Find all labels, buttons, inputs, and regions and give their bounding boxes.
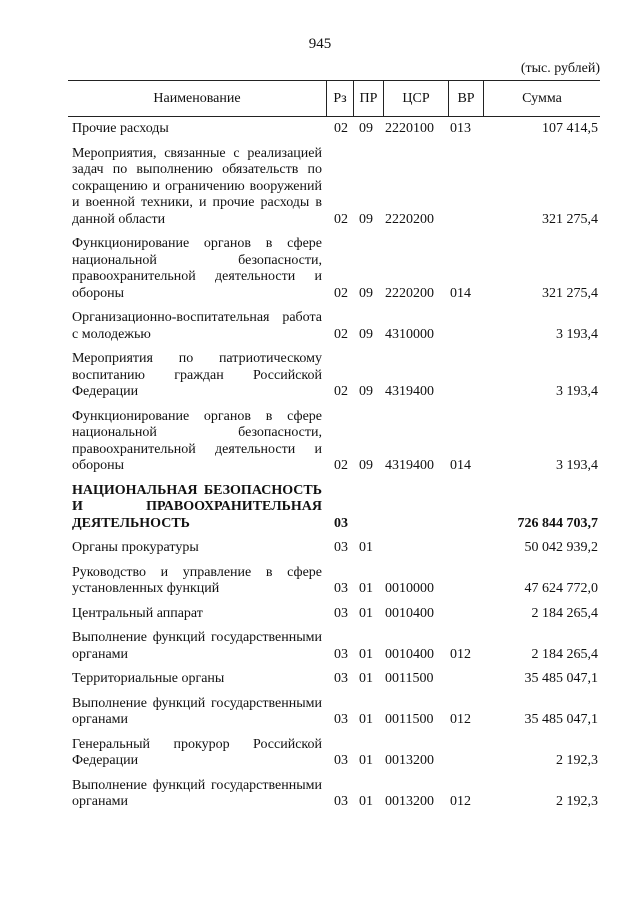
- row-sum: 35 485 047,1: [524, 712, 598, 727]
- table-row: [68, 146, 600, 229]
- row-rz: 03: [334, 605, 348, 621]
- row-name: Выполнение функций государственными органами: [72, 695, 322, 727]
- table-row: [68, 606, 600, 623]
- table-row: [68, 540, 600, 557]
- row-name: Мероприятия по патриотическому воспитанию граждан Российской Федерации: [72, 351, 322, 399]
- row-csr: 0013200: [385, 794, 434, 809]
- table-row: [68, 778, 600, 811]
- header-name: Наименование: [153, 90, 241, 106]
- row-name: Руководство и управление в сфере установленных функций: [72, 564, 322, 596]
- row-pr: 09: [359, 285, 373, 301]
- table-header: [68, 80, 600, 117]
- table-row: [68, 737, 600, 770]
- row-name: Функционирование органов в сфере национальной безопасности, правоохранительной деятельности и обороны: [72, 408, 322, 473]
- row-pr: 09: [359, 384, 373, 399]
- table-row: [68, 483, 600, 533]
- row-pr: 01: [359, 540, 373, 555]
- row-rz: 03: [334, 794, 348, 809]
- header-rz: Рз: [326, 81, 353, 116]
- row-rz: 03: [334, 671, 348, 686]
- row-sum: 2 184 265,4: [531, 605, 598, 621]
- table-row: [68, 565, 600, 598]
- table-row: [68, 310, 600, 343]
- row-rz: 03: [334, 515, 348, 531]
- row-name: Мероприятия, связанные с реализацией задач по выполнению обязательств по сокращению и ограничению вооружений и военной техники, и прочие расходы в данной области: [72, 145, 322, 227]
- row-csr: 0010000: [385, 581, 434, 596]
- header-csr: ЦСР: [383, 81, 448, 116]
- row-sum: 2 184 265,4: [531, 646, 598, 662]
- budget-table: [68, 80, 600, 819]
- row-name: Органы прокуратуры: [72, 540, 199, 555]
- row-name: Генеральный прокурор Российской Федерации: [72, 736, 322, 768]
- row-sum: 321 275,4: [542, 211, 598, 227]
- row-rz: 02: [334, 326, 348, 342]
- row-vr: 014: [450, 285, 471, 301]
- row-rz: 03: [334, 581, 348, 596]
- row-csr: 4319400: [385, 384, 434, 399]
- table-row: [68, 409, 600, 475]
- row-vr: 013: [450, 121, 471, 136]
- table-row: [68, 671, 600, 688]
- row-sum: 3 193,4: [556, 326, 598, 342]
- row-csr: 4319400: [385, 458, 434, 473]
- header-sum: Сумма: [483, 81, 600, 116]
- row-rz: 02: [334, 384, 348, 399]
- table-row: [68, 630, 600, 663]
- row-pr: 01: [359, 712, 373, 727]
- row-csr: 0010400: [385, 605, 434, 621]
- row-vr: 012: [450, 794, 471, 809]
- row-rz: 02: [334, 121, 348, 136]
- row-rz: 03: [334, 646, 348, 662]
- row-rz: 02: [334, 285, 348, 301]
- row-pr: 09: [359, 121, 373, 136]
- row-name: НАЦИОНАЛЬНАЯ БЕЗОПАСНОСТЬ И ПРАВООХРАНИТЕЛЬНАЯ ДЕЯТЕЛЬНОСТЬ: [72, 482, 322, 531]
- row-vr: 014: [450, 458, 471, 473]
- row-name: Выполнение функций государственными органами: [72, 777, 322, 809]
- row-name: Центральный аппарат: [72, 605, 203, 621]
- row-csr: 0010400: [385, 646, 434, 662]
- row-sum: 3 193,4: [556, 458, 598, 473]
- row-csr: 4310000: [385, 326, 434, 342]
- table-row: [68, 121, 600, 138]
- row-name: Прочие расходы: [72, 121, 169, 136]
- row-rz: 02: [334, 211, 348, 227]
- row-pr: 09: [359, 326, 373, 342]
- table-body: [68, 121, 600, 811]
- row-pr: 01: [359, 646, 373, 662]
- row-pr: 09: [359, 211, 373, 227]
- row-csr: 0011500: [385, 671, 434, 686]
- row-vr: 012: [450, 712, 471, 727]
- row-sum: 47 624 772,0: [524, 581, 598, 596]
- row-sum: 321 275,4: [542, 285, 598, 301]
- table-row: [68, 696, 600, 729]
- row-csr: 0011500: [385, 712, 434, 727]
- row-pr: 01: [359, 581, 373, 596]
- row-sum: 50 042 939,2: [524, 540, 598, 555]
- row-name: Территориальные органы: [72, 671, 225, 686]
- row-csr: 2220200: [385, 285, 434, 301]
- row-pr: 09: [359, 458, 373, 473]
- units-label: (тыс. рублей): [520, 61, 600, 76]
- row-csr: 2220100: [385, 121, 434, 136]
- row-rz: 02: [334, 458, 348, 473]
- row-pr: 01: [359, 671, 373, 686]
- row-sum: 107 414,5: [542, 121, 598, 136]
- table-row: [68, 351, 600, 401]
- row-rz: 03: [334, 540, 348, 555]
- row-rz: 03: [334, 753, 348, 768]
- row-sum: 35 485 047,1: [524, 671, 598, 686]
- table-row: [68, 236, 600, 302]
- page-number: 945: [308, 36, 332, 52]
- row-vr: 012: [450, 646, 471, 662]
- row-pr: 01: [359, 605, 373, 621]
- row-rz: 03: [334, 712, 348, 727]
- row-pr: 01: [359, 753, 373, 768]
- row-sum: 2 192,3: [556, 753, 598, 768]
- row-csr: 2220200: [385, 211, 434, 227]
- row-sum: 3 193,4: [556, 384, 598, 399]
- row-sum: 726 844 703,7: [517, 515, 598, 531]
- row-name: Выполнение функций государственными органами: [72, 630, 322, 662]
- row-name: Организационно-воспитательная работа с молодежью: [72, 310, 322, 342]
- row-pr: 01: [359, 794, 373, 809]
- row-name: Функционирование органов в сфере национальной безопасности, правоохранительной деятельности и обороны: [72, 236, 322, 301]
- row-sum: 2 192,3: [556, 794, 598, 809]
- header-vr: ВР: [448, 81, 483, 116]
- row-csr: 0013200: [385, 753, 434, 768]
- header-pr: ПР: [353, 81, 383, 116]
